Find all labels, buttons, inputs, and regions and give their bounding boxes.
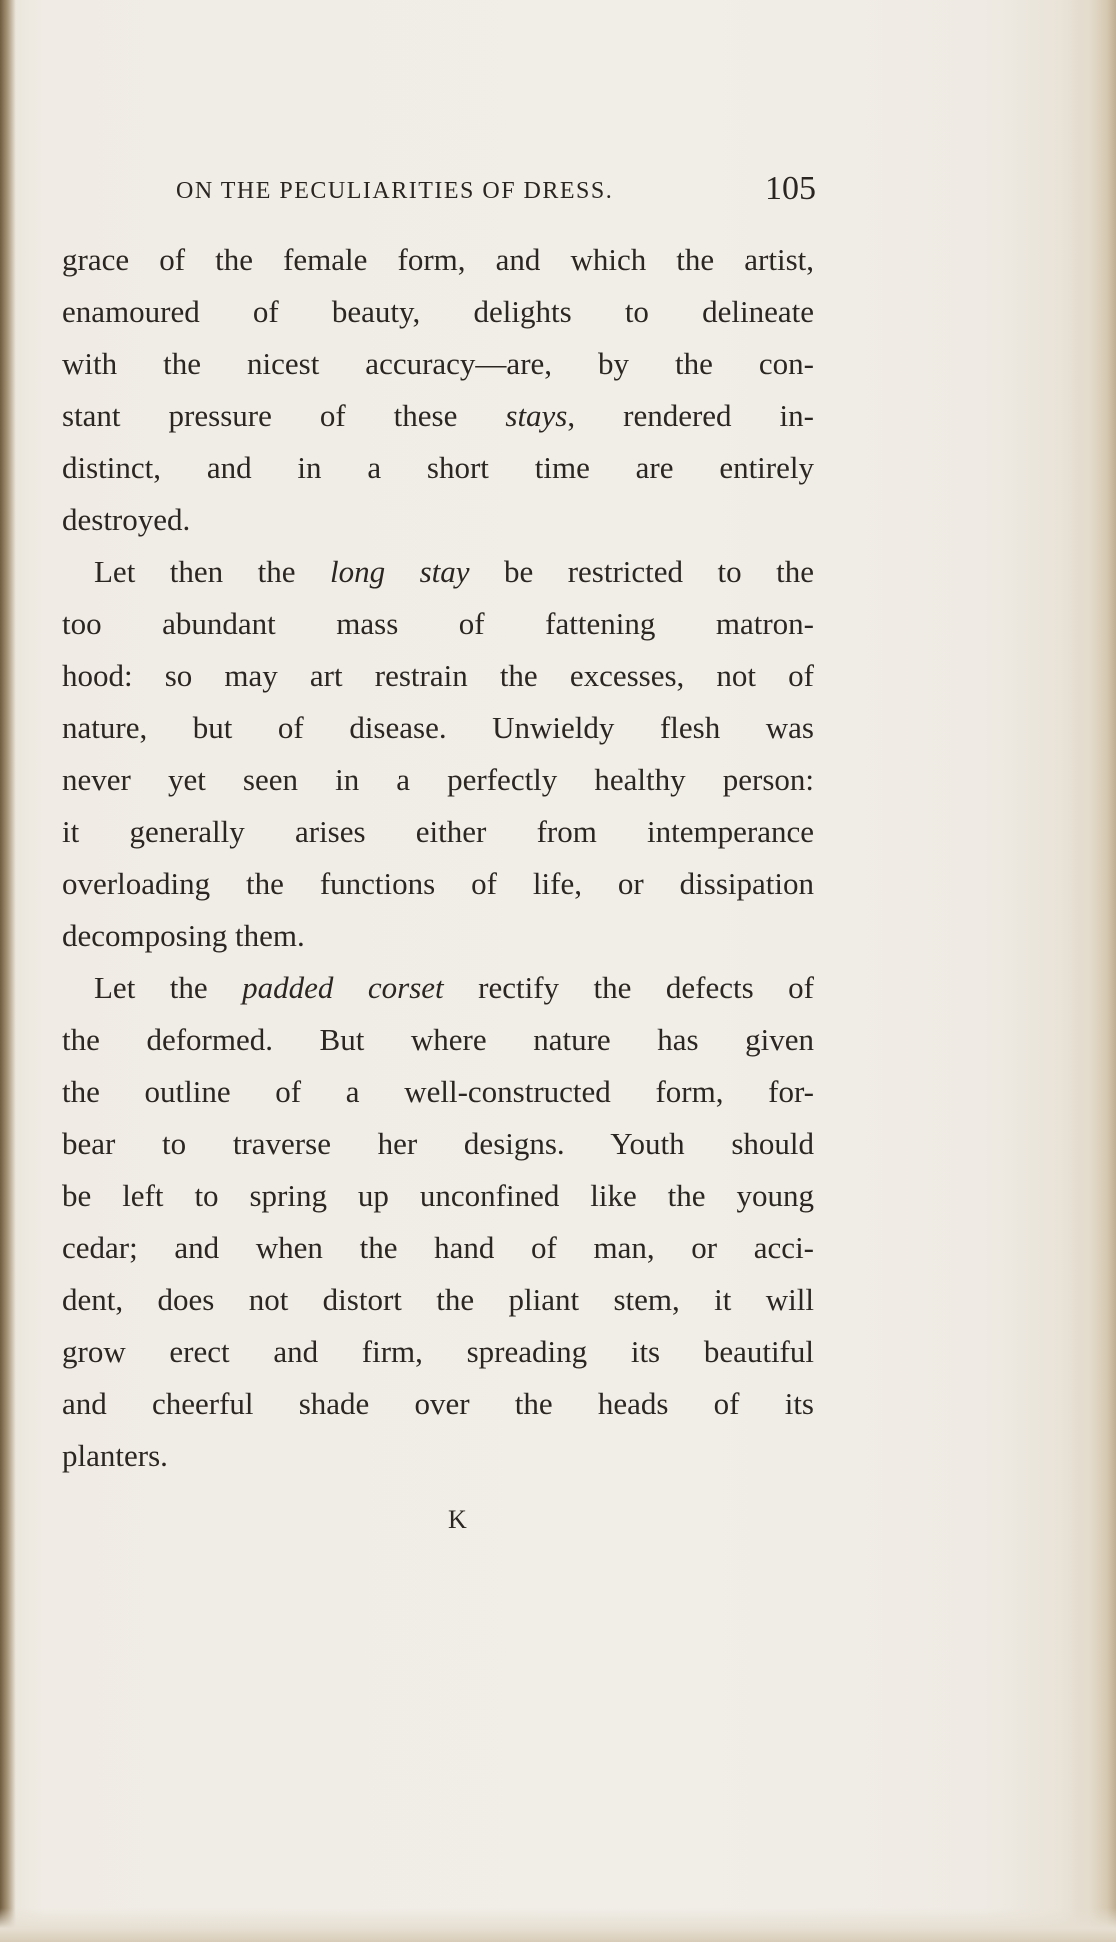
page-bottom-edge	[0, 1908, 1116, 1942]
page-fore-edge	[1070, 0, 1116, 1942]
text-line: destroyed.	[62, 502, 191, 537]
italic-term: padded corset	[242, 970, 444, 1005]
text-line: nature, but of disease. Unwieldy flesh was	[62, 710, 814, 745]
text-line: dent, does not distort the pliant stem, it will	[62, 1282, 814, 1317]
text-line: cedar; and when the hand of man, or acci-	[62, 1230, 814, 1265]
text-line: decomposing them.	[62, 918, 305, 953]
text-line: stant pressure of these stays, rendered in-	[62, 398, 814, 433]
text-line: overloading the functions of life, or dissipation	[62, 866, 814, 901]
body-text	[62, 234, 814, 1482]
italic-term: long stay	[329, 554, 470, 589]
text-line: with the nicest accuracy—are, by the con-	[62, 346, 814, 381]
spine-shadow	[0, 0, 16, 1942]
text-line: it generally arises either from intemperance	[62, 814, 814, 849]
text-line: never yet seen in a perfectly healthy person:	[62, 762, 814, 797]
running-head	[176, 170, 816, 214]
text-line: be left to spring up unconfined like the young	[62, 1178, 814, 1213]
text-line: too abundant mass of fattening matron-	[62, 606, 814, 641]
text-line: grow erect and firm, spreading its beautiful	[62, 1334, 814, 1369]
text-line: planters.	[62, 1438, 168, 1473]
text-line: and cheerful shade over the heads of its	[62, 1386, 814, 1421]
text-line: hood: so may art restrain the excesses, not of	[62, 658, 814, 693]
text-line: bear to traverse her designs. Youth should	[62, 1126, 814, 1161]
text-line: grace of the female form, and which the artist,	[62, 242, 814, 277]
paragraph-start-line: Let the padded corset rectify the defects of	[94, 970, 814, 1005]
text-line: enamoured of beauty, delights to delineate	[62, 294, 814, 329]
text-line: the outline of a well-constructed form, for-	[62, 1074, 814, 1109]
running-title: ON THE PECULIARITIES OF DRESS.	[176, 178, 614, 204]
text-line: distinct, and in a short time are entirely	[62, 450, 814, 485]
page-number: 105	[765, 170, 816, 207]
signature-mark: K	[448, 1505, 468, 1534]
text-line: the deformed. But where nature has given	[62, 1022, 814, 1057]
paragraph-start-line: Let then the long stay be restricted to the	[94, 554, 814, 589]
italic-term: stays	[505, 398, 568, 433]
